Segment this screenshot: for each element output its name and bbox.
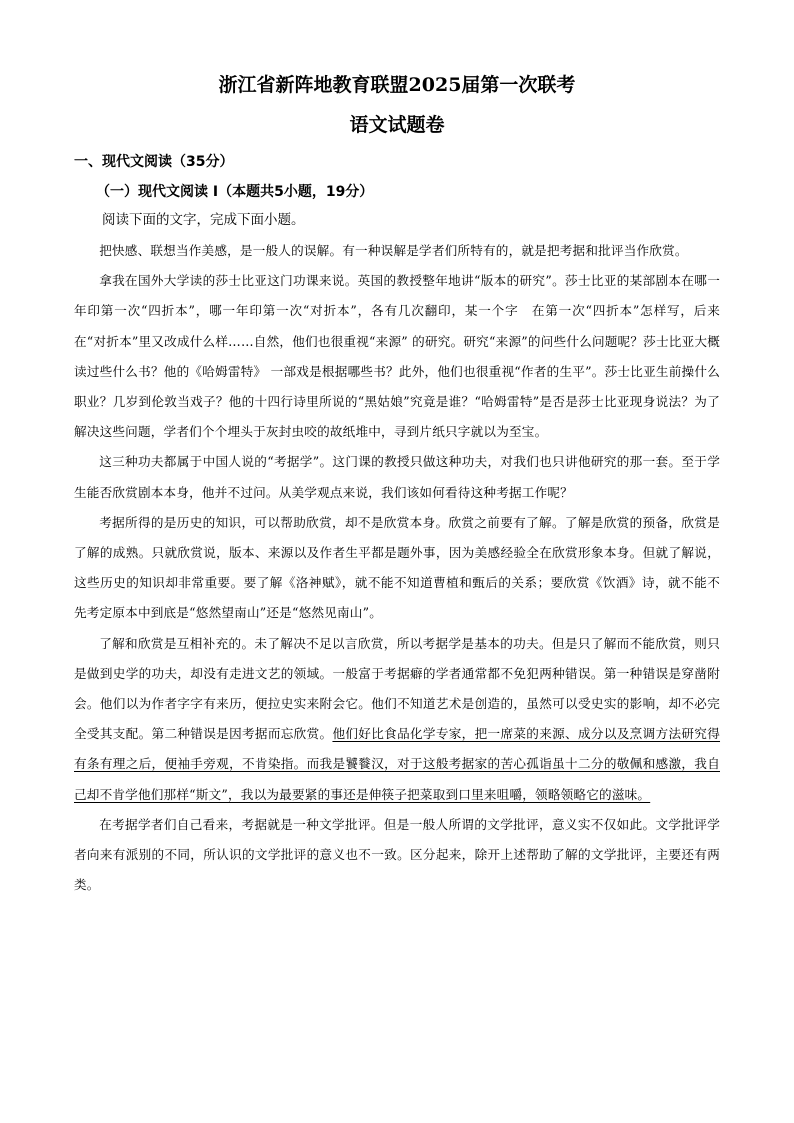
passage-paragraph-6: 在考据学者们自己看来，考据就是一种文学批评。但是一般人所谓的文学批评，意义实不仅如此。文学批评学者向来有派别的不同，所认识的文学批评的意义也不一致。区分起来，除开上述帮助了解的文学批评，主要还有两类。 (74, 816, 720, 893)
underlined-sentence: 他们好比食品化学专家，把一席菜的来源、成分以及烹调方法研究得有条有理之后，便袖手旁观，不肯染指。而我是饕餮汉，对于这般考据家的苦心孤诣虽十二分的敬佩和感激，我自己却不肯学他们那样“斯文”，我以为最要紧的事还是伸筷子把菜取到口里来咀嚼，领略领略它的滋味。 (74, 726, 721, 802)
reading-passage (74, 236, 720, 900)
passage-paragraph-2: 拿我在国外大学读的莎士比亚这门功课来说。英国的教授整年地讲“版本的研究”。莎士比亚的某部剧本在哪一年印第一次“四折本”，哪一年印第一次“对折本”，各有几次翻印，某一个字 在第一次“四折本”怎样写，后来在“对折本”里又改成什么样……自然，他们也很重视“来源” 的研究。研究“来源”的问些什么问题呢？莎士比亚大概读过些什么书？他的《哈姆雷特》 一部戏是根据哪些书？此外，他们也很重视“作者的生平”。莎士比亚生前操什么职业？几岁到伦敦当戏子？他的十四行诗里所说的“黑姑娘”究竟是谁？“哈姆雷特”是否是莎士比亚现身说法？为了解决这些问题，学者们个个埋头于灰封虫咬的故纸堆中，寻到片纸只字就以为至宝。 (74, 273, 720, 440)
section-heading: 一、现代文阅读（35分） (74, 154, 234, 170)
subsection-heading: （一）现代文阅读 I（本题共5小题，19分） (96, 184, 374, 200)
passage-paragraph-3: 这三种功夫都属于中国人说的“考据学”。这门课的教授只做这种功夫，对我们也只讲他研究的那一套。至于学生能否欣赏剧本本身，他并不过问。从美学观点来说，我们该如何看待这种考据工作呢？ (74, 454, 720, 500)
passage-paragraph-4: 考据所得的是历史的知识，可以帮助欣赏，却不是欣赏本身。欣赏之前要有了解。了解是欣赏的预备，欣赏是了解的成熟。只就欣赏说，版本、来源以及作者生平都是题外事，因为美感经验全在欣赏形象本身。但就了解说，这些历史的知识却非常重要。要了解《洛神赋》，就不能不知道曹植和甄后的关系；要欣赏《饮酒》诗，就不能不先考定原本中到底是“悠然望南山”还是“悠然见南山”。 (74, 514, 720, 621)
exam-title: 浙江省新阵地教育联盟2025届第一次联考 (218, 74, 576, 96)
passage-paragraph-5-text: 了解和欣赏是互相补充的。未了解决不足以言欣赏，所以考据学是基本的功夫。但是只了解而不能欣赏，则只是做到史学的功夫，却没有走进文艺的领域。一般富于考据癖的学者通常都不免犯两种错误。第一种错误是穿凿附会。他们以为作者字字有来历，便拉史实来附会它。他们不知道艺术是创造的，虽然可以受史实的影响，却不必完全受其支配。第二种错误是因考据而忘欣赏。 (74, 635, 720, 742)
reading-instruction: 阅读下面的文字，完成下面小题。 (102, 212, 305, 228)
passage-paragraph-1: 把快感、联想当作美感，是一般人的误解。有一种误解是学者们所特有的，就是把考据和批评当作欣赏。 (99, 243, 688, 258)
exam-subtitle: 语文试题卷 (349, 114, 445, 136)
passage-paragraph-5 (74, 629, 720, 810)
